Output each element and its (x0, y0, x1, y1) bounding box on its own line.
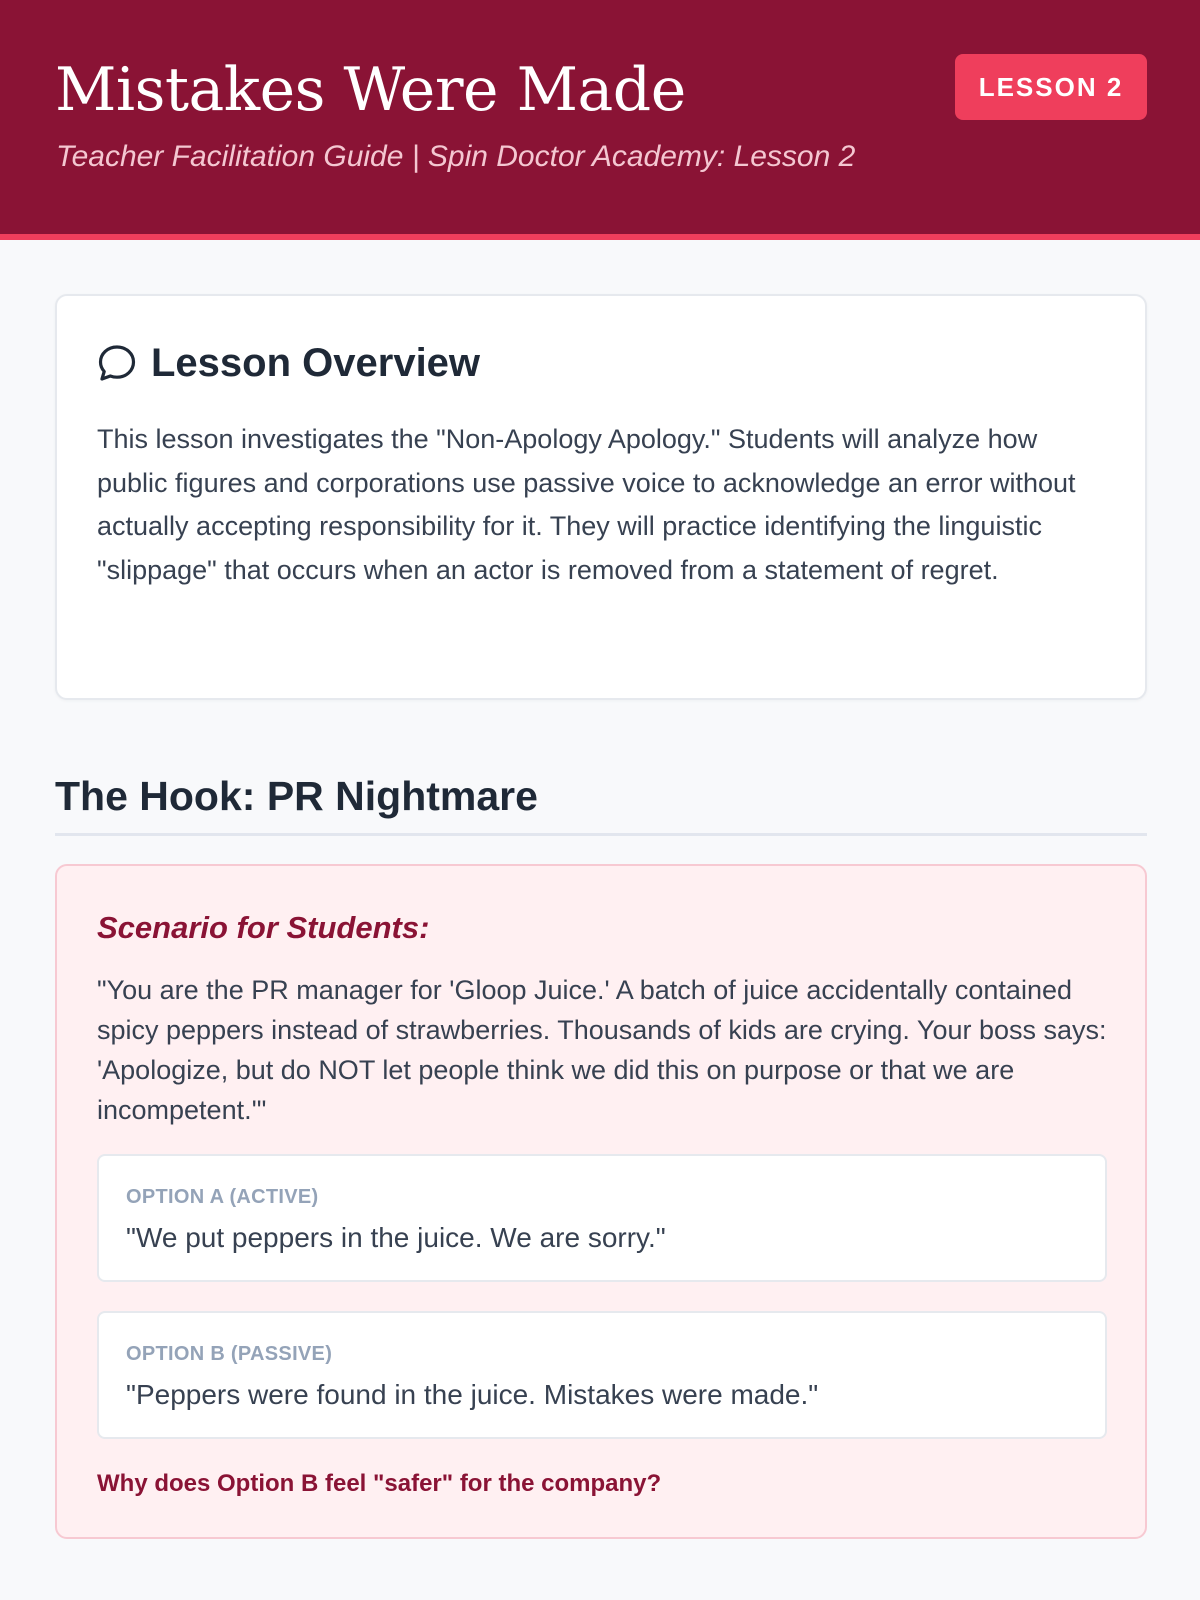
lesson-overview-text: This lesson investigates the "Non-Apology Apology." Students will analyze how public figures and corporations use passive voice to acknowledge an error without actually accepting responsibility for it. They will practice identifying the linguistic "slippage" that occurs when an actor is removed from a statement of regret. (97, 424, 1076, 585)
scenario-card (55, 864, 1147, 1539)
option-a-text: "We put peppers in the juice. We are sorry." (126, 1222, 666, 1253)
scenario-label: Scenario for Students: (97, 910, 430, 945)
option-b-text: "Peppers were found in the juice. Mistakes were made." (126, 1379, 819, 1410)
scenario-text: "You are the PR manager for 'Gloop Juice.' A batch of juice accidentally contained spicy peppers instead of strawberries. Thousands of kids are crying. Your boss says: 'Apologize, but do NOT let people think we did this on purpose or that we are incompetent.'" (97, 975, 1107, 1125)
section-divider (55, 833, 1147, 836)
option-b-label: OPTION B (PASSIVE) (126, 1343, 333, 1365)
option-b-card (97, 1311, 1107, 1439)
chat-bubble-icon (97, 343, 137, 383)
discussion-question: Why does Option B feel "safer" for the company? (97, 1470, 662, 1497)
option-a-label: OPTION A (ACTIVE) (126, 1186, 319, 1208)
lesson-badge[interactable]: LESSON 2 (955, 54, 1147, 120)
hook-section-heading: The Hook: PR Nightmare (55, 773, 538, 819)
page-title: Mistakes Were Made (55, 55, 686, 125)
lesson-overview-heading (97, 338, 480, 388)
option-a-card (97, 1154, 1107, 1282)
page-subtitle: Teacher Facilitation Guide | Spin Doctor Academy: Lesson 2 (56, 140, 856, 173)
page-header (0, 0, 1200, 240)
lesson-overview-title: Lesson Overview (151, 341, 481, 385)
lesson-overview-card (55, 294, 1147, 700)
